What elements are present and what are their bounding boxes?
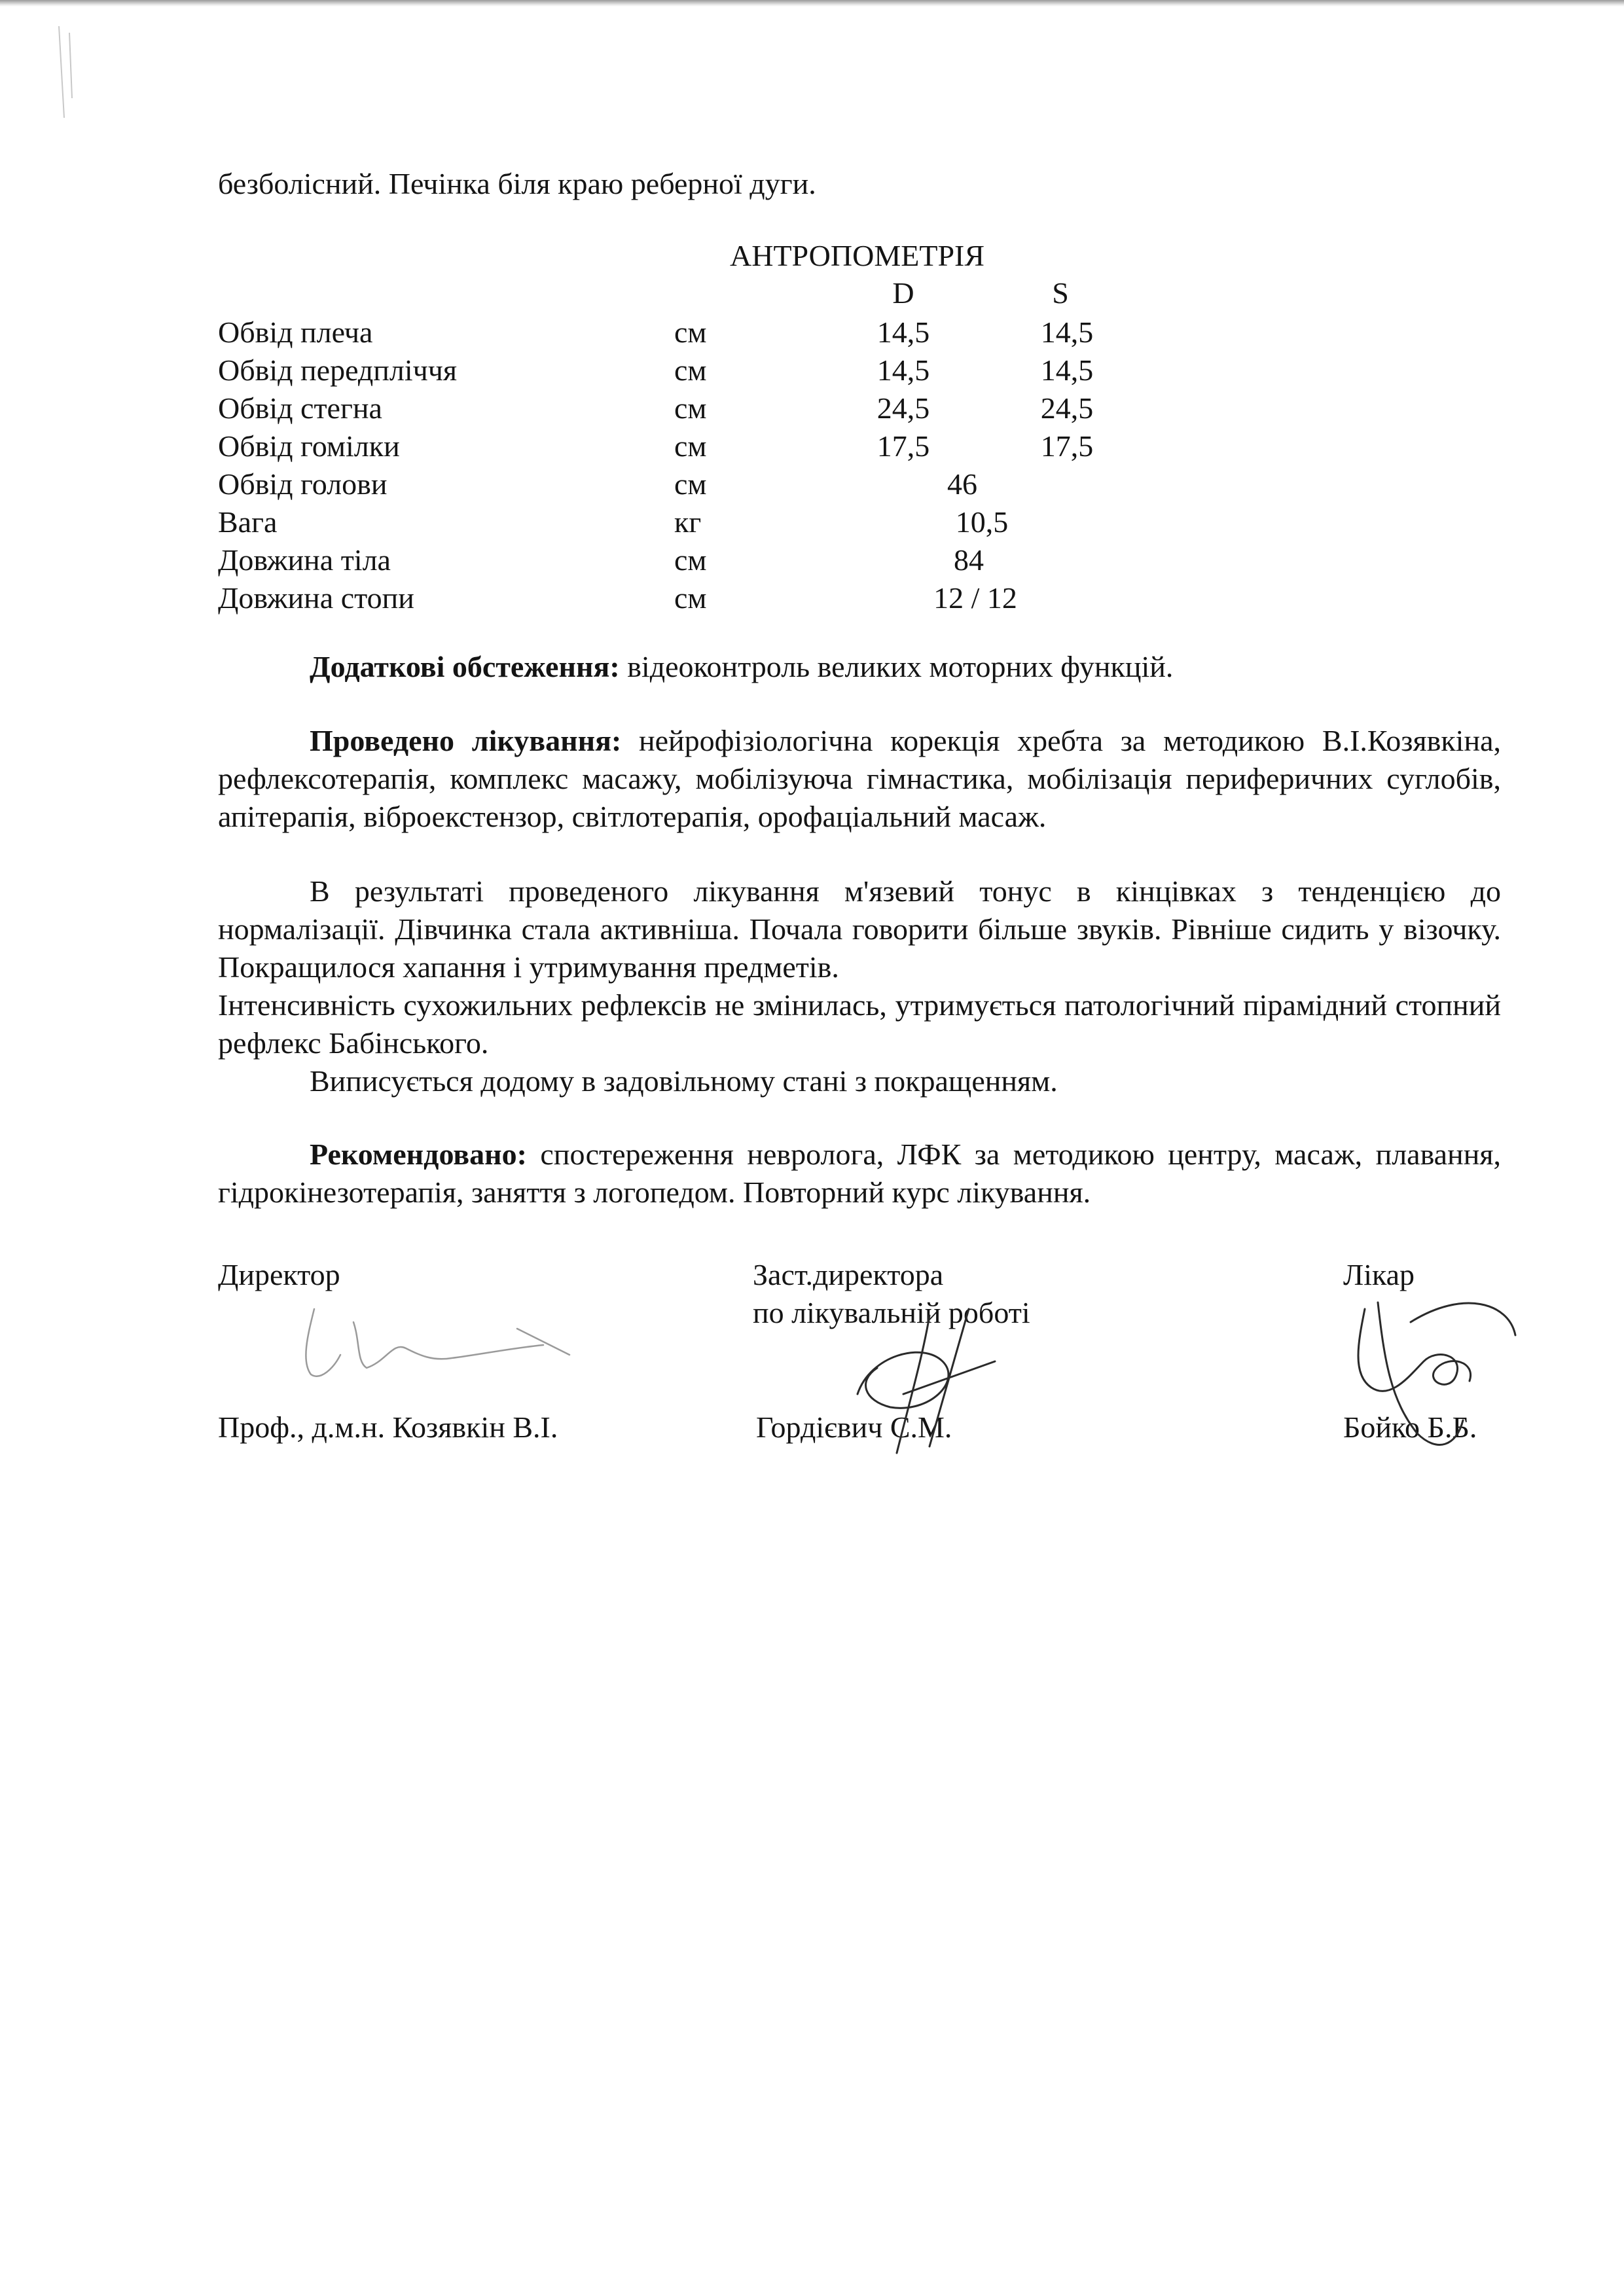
row-value-d: 24,5 [876, 391, 930, 425]
discharge-paragraph: Виписується додому в задовільному стані з покращенням. [310, 1064, 1058, 1098]
row-value: 46 [947, 467, 977, 501]
row-unit: см [674, 315, 707, 349]
row-unit: см [674, 429, 707, 463]
row-value-d: 14,5 [876, 315, 930, 349]
director-title: Директор [218, 1258, 340, 1291]
deputy-title-line2: по лікувальній роботі [753, 1296, 1030, 1329]
row-label: Обвід передпліччя [218, 353, 458, 387]
treatment-text: нейрофізіологічна корекція хребта за методикою В.І.Козявкіна, рефлексотерапія, комплекс масажу, мобілізуюча гімнастика, мобілізація периферичних суглобів, апітерапія, віброекстензор, світлотерапія, орофаціальний масаж. [218, 724, 1501, 833]
row-label: Обвід гомілки [218, 429, 400, 463]
row-unit: см [674, 581, 707, 615]
doctor-signature [1332, 1283, 1528, 1473]
director-signature [295, 1283, 596, 1401]
anthropometry-title: АНТРОПОМЕТРІЯ [730, 239, 985, 272]
row-value: 84 [954, 543, 984, 577]
row-unit: см [674, 391, 707, 425]
row-unit: см [674, 353, 707, 387]
row-unit: см [674, 467, 707, 501]
recommended-label: Рекомендовано: [310, 1138, 527, 1171]
recommended-paragraph [218, 1136, 1501, 1211]
additional-exams-text: відеоконтроль великих моторних функцій. [619, 650, 1174, 683]
results-paragraph: В результаті проведеного лікування м'язевий тонус в кінцівках з тенденцією до нормалізації. Дівчинка стала активніша. Почала говорити більше звуків. Рівніше сидить у візочку. Покращилося хапання і утримування предметів. [218, 874, 1501, 984]
row-value-d: 17,5 [876, 429, 930, 463]
director-name: Проф., д.м.н. Козявкін В.І. [218, 1410, 558, 1444]
deputy-title-line1: Заст.директора [753, 1258, 944, 1291]
row-value-s: 24,5 [1040, 391, 1094, 425]
row-unit: см [674, 543, 707, 577]
row-unit: кг [674, 505, 702, 539]
row-value-s: 14,5 [1040, 353, 1094, 387]
row-label: Довжина стопи [218, 581, 414, 615]
intro-line: безболісний. Печінка біля краю реберної дуги. [218, 167, 816, 200]
deputy-signature [831, 1302, 1028, 1460]
additional-exams-label: Додаткові обстеження: [310, 650, 620, 683]
row-value: 12 / 12 [933, 581, 1017, 615]
row-label: Обвід плеча [218, 315, 373, 349]
scan-artifact [46, 20, 85, 124]
additional-exams-paragraph [218, 648, 1501, 686]
doctor-title: Лікар [1343, 1258, 1415, 1291]
row-value-d: 14,5 [876, 353, 930, 387]
row-label: Обвід стегна [218, 391, 382, 425]
row-value: 10,5 [955, 505, 1009, 539]
scan-top-edge [0, 0, 1624, 7]
deputy-name: Гордієвич С.М. [756, 1410, 952, 1444]
treatment-paragraph [218, 722, 1501, 836]
row-label: Вага [218, 505, 278, 539]
recommended-text: спостереження невролога, ЛФК за методикою центру, масаж, плавання, гідрокінезотерапія, заняття з логопедом. Повторний курс лікування. [218, 1138, 1501, 1209]
row-label: Довжина тіла [218, 543, 391, 577]
reflexes-paragraph: Інтенсивність сухожильних рефлексів не змінилась, утримується патологічний пірамідний стопний рефлекс Бабінського. [218, 988, 1501, 1060]
row-value-s: 17,5 [1040, 429, 1094, 463]
treatment-label: Проведено лікування: [310, 724, 622, 757]
row-label: Обвід голови [218, 467, 388, 501]
doctor-name: Бойко Б.Б. [1343, 1410, 1477, 1444]
column-header-d: D [892, 276, 914, 310]
column-header-s: S [1052, 276, 1069, 310]
row-value-s: 14,5 [1040, 315, 1094, 349]
